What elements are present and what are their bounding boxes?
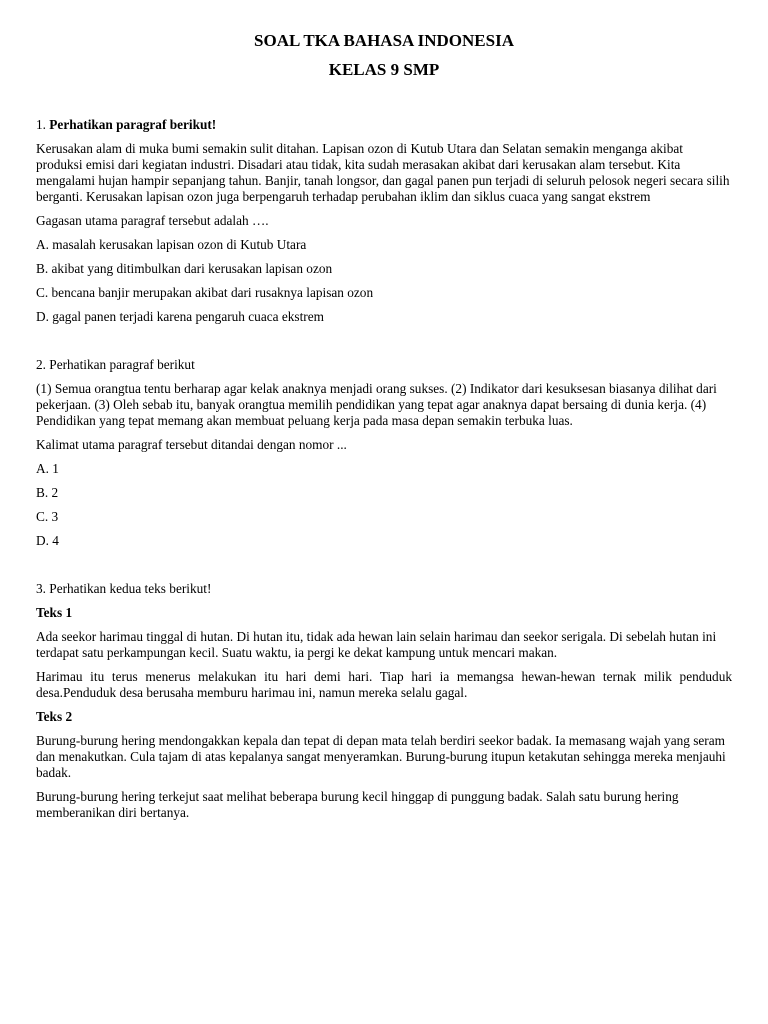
question-3-instruction: 3. Perhatikan kedua teks berikut! xyxy=(36,581,212,596)
question-2-instruction: 2. Perhatikan paragraf berikut xyxy=(36,357,195,372)
question-2-option-c: C. 3 xyxy=(36,509,59,524)
question-1-paragraph: Kerusakan alam di muka bumi semakin sulit ditahan. Lapisan ozon di Kutub Utara dan Selatan semakin menganga akibat produksi emisi dari kegiatan industri. Disadari atau tidak, kita sudah merasakan akibat dari kerusakan alam tersebut. Kita mengalami hujan hampir sepanjang tahun. Banjir, tanah longsor, dan gagal panen pun terjadi di seluruh pelosok negeri secara silih berganti. Kerusakan lapisan ozon juga berpengaruh terhadap perubahan iklim dan siklus cuaca yang sangat ekstrem xyxy=(36,141,730,204)
question-2-prompt: Kalimat utama paragraf tersebut ditandai dengan nomor ... xyxy=(36,437,347,452)
question-1-option-c: C. bencana banjir merupakan akibat dari rusaknya lapisan ozon xyxy=(36,285,374,300)
question-1-option-a: A. masalah kerusakan lapisan ozon di Kutub Utara xyxy=(36,237,307,252)
question-1-instruction-text: Perhatikan paragraf berikut! xyxy=(49,117,217,132)
text-2-paragraph-2: Burung-burung hering terkejut saat melihat beberapa burung kecil hinggap di punggung badak. Salah satu burung hering memberanikan diri bertanya. xyxy=(36,789,679,820)
text-2-heading: Teks 2 xyxy=(36,709,73,724)
question-2-paragraph: (1) Semua orangtua tentu berharap agar kelak anaknya menjadi orang sukses. (2) Indikator dari kesuksesan biasanya dilihat dari pekerjaan. (3) Oleh sebab itu, banyak orangtua memilih pendidikan yang tepat agar anaknya dapat bersaing di dunia kerja. (4) Pendidikan yang tepat memang akan membuat peluang kerja pada masa depan semakin terbuka luas. xyxy=(36,381,717,428)
question-1-option-b: B. akibat yang ditimbulkan dari kerusakan lapisan ozon xyxy=(36,261,333,276)
text-2-paragraph-1: Burung-burung hering mendongakkan kepala dan tepat di depan mata telah berdiri seekor badak. Ia memasang wajah yang seram dan menakutkan. Cula tajam di atas kepalanya sangat menyeramkan. Burung-burung itupun ketakutan sehingga mereka menjauhi badak. xyxy=(36,733,726,780)
section-gap xyxy=(36,333,732,357)
question-1-instruction xyxy=(36,117,732,133)
section-gap xyxy=(36,557,732,581)
question-2-option-b: B. 2 xyxy=(36,485,59,500)
document-subtitle: KELAS 9 SMP xyxy=(328,60,440,79)
text-1-heading: Teks 1 xyxy=(36,605,73,620)
question-1-option-d: D. gagal panen terjadi karena pengaruh cuaca ekstrem xyxy=(36,309,324,324)
question-2-option-d: D. 4 xyxy=(36,533,59,548)
document-content xyxy=(36,117,732,829)
question-1-prompt: Gagasan utama paragraf tersebut adalah …. xyxy=(36,213,269,228)
text-1-paragraph-2: Harimau itu terus menerus melakukan itu hari demi hari. Tiap hari ia memangsa hewan-hewan ternak milik penduduk desa.Penduduk desa berusaha memburu harimau ini, namun mereka selalu gagal. xyxy=(36,669,732,700)
document-title: SOAL TKA BAHASA INDONESIA xyxy=(254,31,514,50)
text-1-paragraph-1: Ada seekor harimau tinggal di hutan. Di hutan itu, tidak ada hewan lain selain harimau dan seekor serigala. Di sebelah hutan ini terdapat satu perkampungan kecil. Suatu waktu, ia pergi ke dekat kampung untuk mencari makan. xyxy=(36,629,717,660)
question-2-option-a: A. 1 xyxy=(36,461,59,476)
question-1-number: 1. xyxy=(36,117,50,132)
